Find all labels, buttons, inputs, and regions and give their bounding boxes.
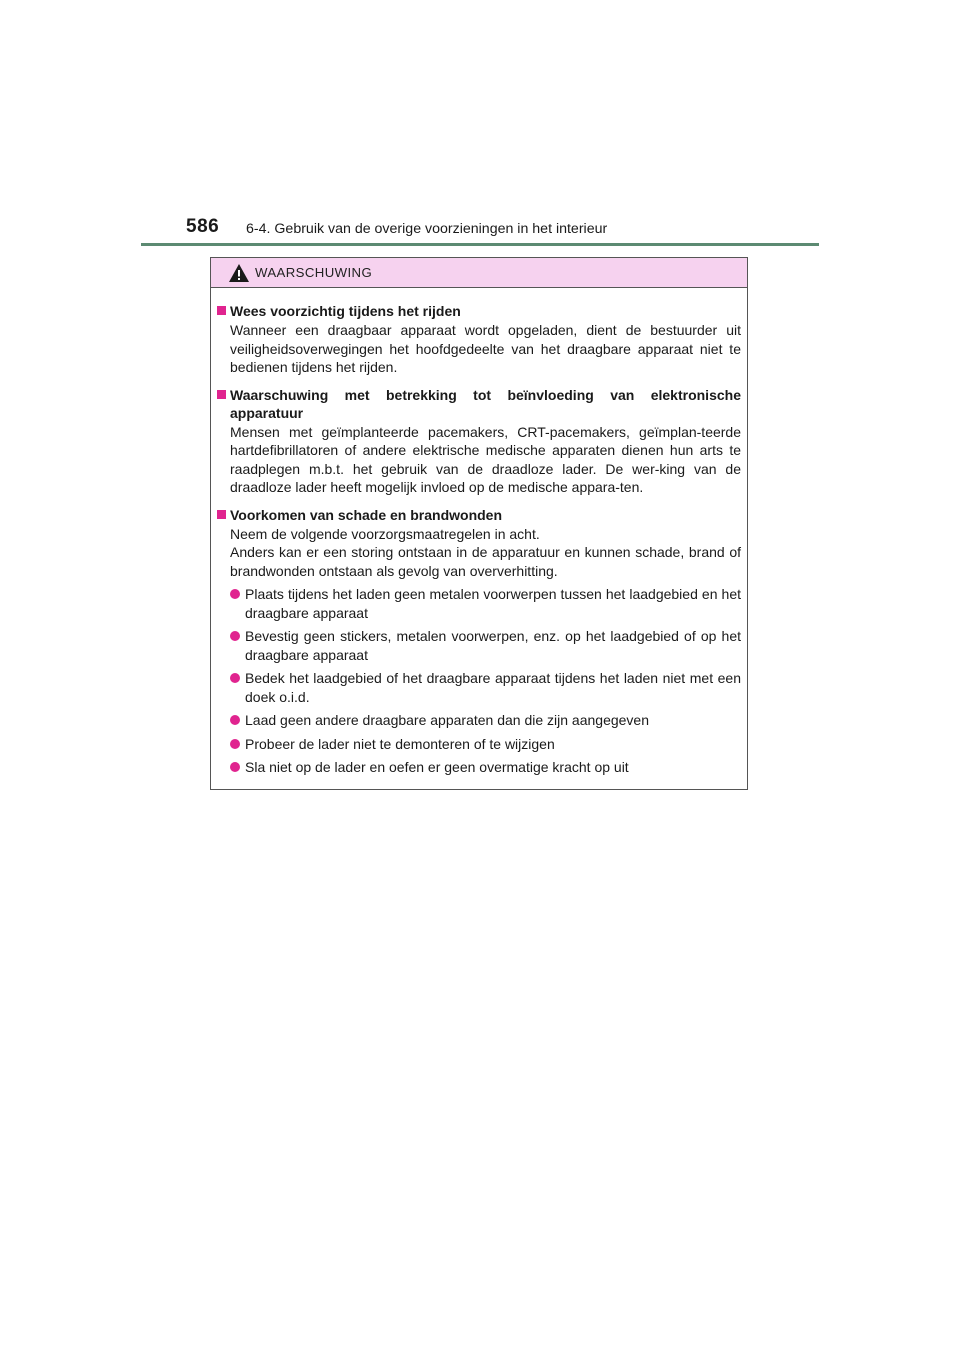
circle-bullet-icon xyxy=(230,631,240,641)
warning-triangle-icon xyxy=(228,263,250,283)
item-title-text: Voorkomen van schade en brandwonden xyxy=(230,506,503,523)
item-title xyxy=(217,506,741,524)
list-item xyxy=(230,627,741,664)
item-text xyxy=(230,525,741,581)
circle-bullet-icon xyxy=(230,589,240,599)
bullet-text: Laad geen andere draagbare apparaten dan die zijn aangegeven xyxy=(245,712,650,728)
list-item xyxy=(230,758,741,777)
square-bullet-icon xyxy=(217,390,226,399)
item-paragraph: Mensen met geïmplanteerde pacemakers, CRT-pacemakers, geïmplan-teerde hartdefibrillatoren of andere elektrische medische apparaten dienen hun arts te raadplegen m.b.t. het gebruik van de draadloze lader. De wer-king van de draadloze lader heeft mogelijk invloed op de medische appara-ten. xyxy=(230,423,741,495)
circle-bullet-icon xyxy=(230,673,240,683)
bullet-text: Bedek het laadgebied of het draagbare apparaat tijdens het laden niet met een doek o.i.d. xyxy=(245,670,741,705)
list-item xyxy=(230,735,741,754)
circle-bullet-icon xyxy=(230,715,240,725)
item-text xyxy=(230,321,741,377)
list-item xyxy=(230,711,741,730)
section-title: 6-4. Gebruik van de overige voorzieningen in het interieur xyxy=(246,221,608,237)
bullet-text: Plaats tijdens het laden geen metalen voorwerpen tussen het laadgebied en het draagbare apparaat xyxy=(245,586,741,621)
warning-item-driving xyxy=(217,302,741,377)
item-paragraph: Neem de volgende voorzorgsmaatregelen in acht. xyxy=(230,525,540,542)
warning-label: WAARSCHUWING xyxy=(255,265,373,280)
bullet-list xyxy=(230,585,741,777)
list-item xyxy=(230,585,741,622)
item-title-text: Wees voorzichtig tijdens het rijden xyxy=(230,303,461,319)
item-title xyxy=(217,386,741,422)
warning-header xyxy=(211,258,747,288)
circle-bullet-icon xyxy=(230,739,240,749)
bullet-text: Bevestig geen stickers, metalen voorwerpen, enz. op het laadgebied of op het draagbare apparaat xyxy=(245,628,741,663)
square-bullet-icon xyxy=(217,510,226,519)
circle-bullet-icon xyxy=(230,762,240,772)
header-rule xyxy=(141,243,819,246)
item-title-text: Waarschuwing met betrekking tot beïnvloeding van elektronische apparatuur xyxy=(230,386,741,421)
warning-item-damage xyxy=(217,506,741,777)
item-paragraph: Anders kan er een storing ontstaan in de apparatuur en kunnen schade, brand of brandwonden ontstaan als gevolg van oververhitting. xyxy=(230,544,741,579)
bullet-text: Probeer de lader niet te demonteren of te wijzigen xyxy=(245,735,555,752)
warning-box xyxy=(210,257,748,790)
item-title xyxy=(217,302,741,320)
item-text xyxy=(230,423,741,497)
warning-body xyxy=(211,288,747,777)
list-item xyxy=(230,669,741,706)
item-paragraph: Wanneer een draagbaar apparaat wordt opgeladen, dient de bestuurder uit veiligheidsoverwegingen het hoofdgedeelte van het draagbare apparaat niet te bedienen tijdens het rijden. xyxy=(230,322,741,375)
square-bullet-icon xyxy=(217,306,226,315)
bullet-text: Sla niet op de lader en oefen er geen overmatige kracht op uit xyxy=(245,759,629,775)
warning-item-electronics xyxy=(217,386,741,497)
page-number: 586 xyxy=(186,216,220,237)
